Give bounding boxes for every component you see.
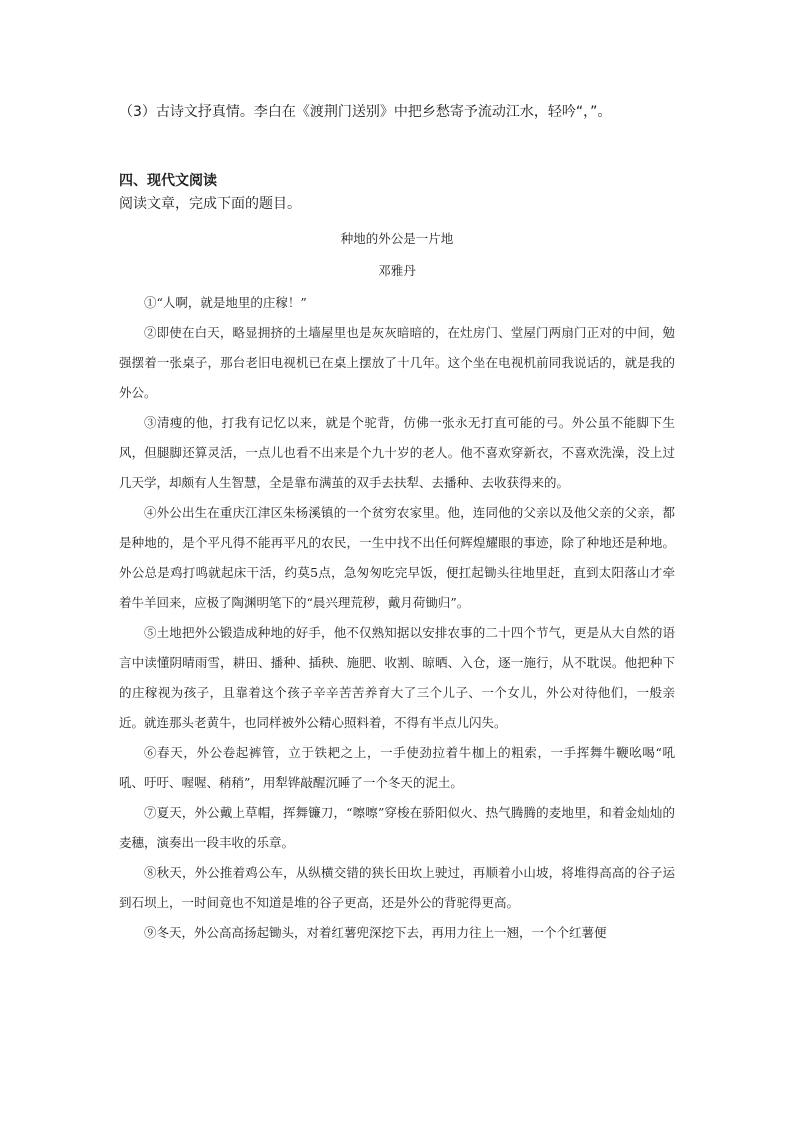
article-body: [119, 288, 675, 948]
paragraph-3: ③清瘦的他，打我有记忆以来，就是个驼背，仿佛一张永无打直可能的弓。外公虽不能脚下生风，但腿脚还算灵活，一点儿也看不出来是个九十岁的老人。他不喜欢穿新衣，不喜欢洗澡，没上过几天学，却颇有人生智慧，全是靠布满茧的双手去扶犁、去播种、去收获得来的。: [119, 415, 675, 490]
paragraph-6: ⑥春天，外公卷起裤管，立于铁耙之上，一手使劲拉着牛枷上的粗索，一手挥舞牛鞭吆喝“吼吼、吁吁、喔喔、稍稍”，用犁铧敲醒沉睡了一个冬天的泥土。: [119, 745, 675, 790]
section-heading: 四、现代文阅读: [119, 173, 217, 189]
paragraph-7: ⑦夏天，外公戴上草帽，挥舞镰刀，“嚓嚓”穿梭在骄阳似火、热气腾腾的麦地里，和着金灿灿的麦穗，演奏出一段丰收的乐章。: [119, 805, 675, 850]
paragraph-2: ②即使在白天，略显拥挤的土墙屋里也是灰灰暗暗的，在灶房门、堂屋门两扇门正对的中间，勉强摆着一张桌子，那台老旧电视机已在桌上摆放了十几年。这个坐在电视机前同我说话的，就是我的外公。: [119, 325, 675, 400]
article-title: 种地的外公是一片地: [340, 231, 454, 246]
paragraph-8: ⑧秋天，外公推着鸡公车，从纵横交错的狭长田坎上驶过，再顺着小山坡，将堆得高高的谷子运到石坝上，一时间竟也不知道是堆的谷子更高，还是外公的背驼得更高。: [119, 865, 675, 910]
question-3: （3）古诗文抒真情。李白在《渡荆门送别》中把乡愁寄予流动江水，轻吟“，”。: [119, 104, 612, 120]
article-author: 邓雅丹: [378, 263, 416, 278]
paragraph-1: ①“人啊，就是地里的庄稼！”: [144, 295, 307, 310]
article: [119, 230, 675, 948]
paragraph-5: ⑤土地把外公锻造成种地的好手，他不仅熟知据以安排农事的二十四个节气，更是从大自然的语言中读懂阴晴雨雪，耕田、播种、插秧、施肥、收割、晾晒、入仓，逐一施行，从不耽误。他把种下的庄稼视为孩子，且靠着这个孩子辛辛苦苦养育大了三个儿子、一个女儿，外公对待他们，一般亲近。就连那头老黄牛，也同样被外公精心照料着，不得有半点儿闪失。: [119, 625, 675, 730]
reading-instruction: 阅读文章，完成下面的题目。: [119, 196, 301, 212]
paragraph-9: ⑨冬天，外公高高扬起锄头，对着红薯兜深挖下去，再用力往上一翘，一个个红薯便: [144, 925, 607, 940]
paragraph-4: ④外公出生在重庆江津区朱杨溪镇的一个贫穷农家里。他，连同他的父亲以及他父亲的父亲，都是种地的，是个平凡得不能再平凡的农民，一生中找不出任何辉煌耀眼的事迹，除了种地还是种地。外公总是鸡打鸣就起床干活，约莫5点，急匆匆吃完早饭，便扛起锄头往地里赶，直到太阳落山才牵着牛羊回来，应极了陶渊明笔下的“晨兴理荒秽，戴月荷锄归”。: [119, 505, 675, 610]
